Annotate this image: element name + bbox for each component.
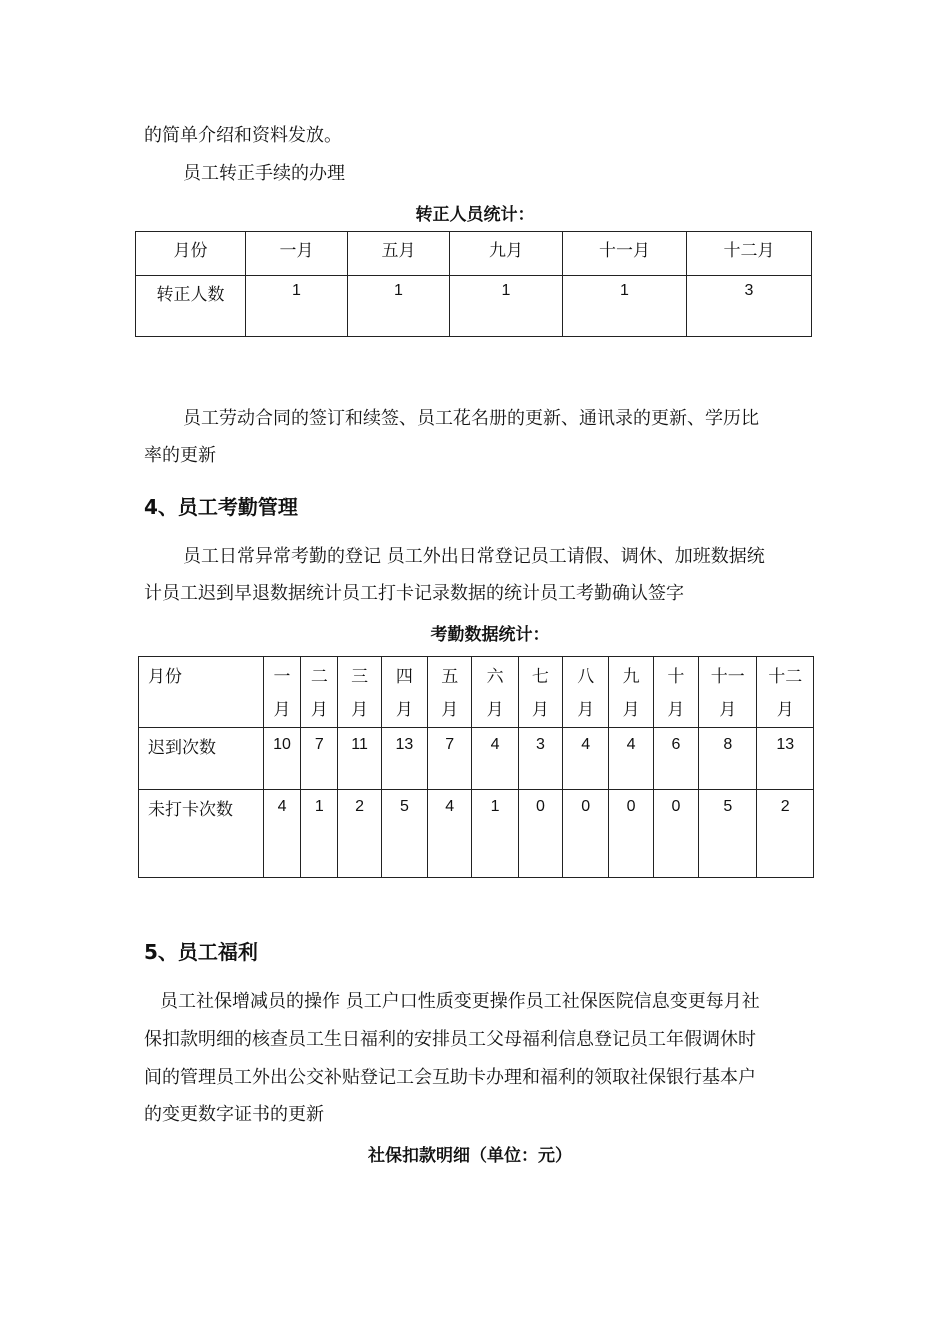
late-count: 8: [699, 728, 757, 790]
missed-row-label: 未打卡次数: [139, 790, 264, 878]
probation-month: 十一月: [563, 232, 687, 276]
attendance-table-caption: 考勤数据统计：: [430, 625, 550, 645]
late-row-label: 迟到次数: [139, 728, 264, 790]
attendance-header-row: [139, 657, 814, 728]
section5-heading: 5、员工福利: [144, 940, 258, 964]
probation-header-label: 月份: [136, 232, 246, 276]
probation-count-row: [136, 276, 812, 337]
missed-count: 2: [757, 790, 814, 878]
probation-table: [135, 231, 812, 337]
intro-tail-text: 的简单介绍和资料发放。: [144, 125, 342, 146]
contract-para-line1: 员工劳动合同的签订和续签、员工花名册的更新、通讯录的更新、学历比: [183, 408, 759, 429]
late-count: 7: [301, 728, 338, 790]
attendance-month: 十一 月: [699, 657, 757, 728]
attendance-month: 一 月: [263, 657, 300, 728]
attendance-missed-row: [139, 790, 814, 878]
probation-count: 1: [348, 276, 450, 337]
attendance-late-row: [139, 728, 814, 790]
section5-line2: 保扣款明细的核查员工生日福利的安排员工父母福利信息登记员工年假调休时: [144, 1029, 756, 1050]
attendance-month: 五 月: [428, 657, 472, 728]
attendance-table: [138, 656, 814, 878]
probation-header-row: [136, 232, 812, 276]
probation-month: 一月: [246, 232, 348, 276]
late-count: 4: [609, 728, 653, 790]
late-count: 10: [263, 728, 300, 790]
attendance-header-label: 月份: [139, 657, 264, 728]
missed-count: 4: [263, 790, 300, 878]
attendance-month: 四 月: [381, 657, 427, 728]
missed-count: 0: [518, 790, 562, 878]
missed-count: 5: [381, 790, 427, 878]
missed-count: 1: [472, 790, 518, 878]
late-count: 7: [428, 728, 472, 790]
missed-count: 4: [428, 790, 472, 878]
late-count: 11: [338, 728, 381, 790]
section5-line4: 的变更数字证书的更新: [144, 1104, 324, 1125]
attendance-month: 七 月: [518, 657, 562, 728]
missed-count: 0: [563, 790, 609, 878]
attendance-month: 十 月: [653, 657, 698, 728]
section4-heading: 4、员工考勤管理: [144, 495, 298, 519]
section4-line2: 计员工迟到早退数据统计员工打卡记录数据的统计员工考勤确认签字: [144, 583, 684, 604]
missed-count: 2: [338, 790, 381, 878]
attendance-month: 二 月: [301, 657, 338, 728]
probation-month: 五月: [348, 232, 450, 276]
probation-month: 九月: [450, 232, 563, 276]
late-count: 4: [472, 728, 518, 790]
missed-count: 0: [653, 790, 698, 878]
probation-count: 1: [563, 276, 687, 337]
attendance-month: 十二 月: [757, 657, 814, 728]
probation-row-label: 转正人数: [136, 276, 246, 337]
late-count: 3: [518, 728, 562, 790]
probation-count: 1: [246, 276, 348, 337]
section5-line1: 员工社保增减员的操作 员工户口性质变更操作员工社保医院信息变更每月社: [160, 991, 760, 1012]
probation-table-caption: 转正人员统计：: [415, 205, 535, 225]
probation-month: 十二月: [687, 232, 812, 276]
late-count: 13: [381, 728, 427, 790]
attendance-month: 六 月: [472, 657, 518, 728]
probation-count: 3: [687, 276, 812, 337]
probation-count: 1: [450, 276, 563, 337]
missed-count: 1: [301, 790, 338, 878]
social-insurance-caption: 社保扣款明细（单位：元）: [368, 1146, 572, 1166]
contract-para-line2: 率的更新: [144, 445, 216, 466]
late-count: 4: [563, 728, 609, 790]
attendance-month: 八 月: [563, 657, 609, 728]
probation-title: 员工转正手续的办理: [183, 163, 345, 184]
attendance-month: 九 月: [609, 657, 653, 728]
section4-line1: 员工日常异常考勤的登记 员工外出日常登记员工请假、调休、加班数据统: [183, 546, 765, 567]
late-count: 13: [757, 728, 814, 790]
late-count: 6: [653, 728, 698, 790]
missed-count: 5: [699, 790, 757, 878]
attendance-month: 三 月: [338, 657, 381, 728]
section5-line3: 间的管理员工外出公交补贴登记工会互助卡办理和福利的领取社保银行基本户: [144, 1067, 756, 1088]
missed-count: 0: [609, 790, 653, 878]
